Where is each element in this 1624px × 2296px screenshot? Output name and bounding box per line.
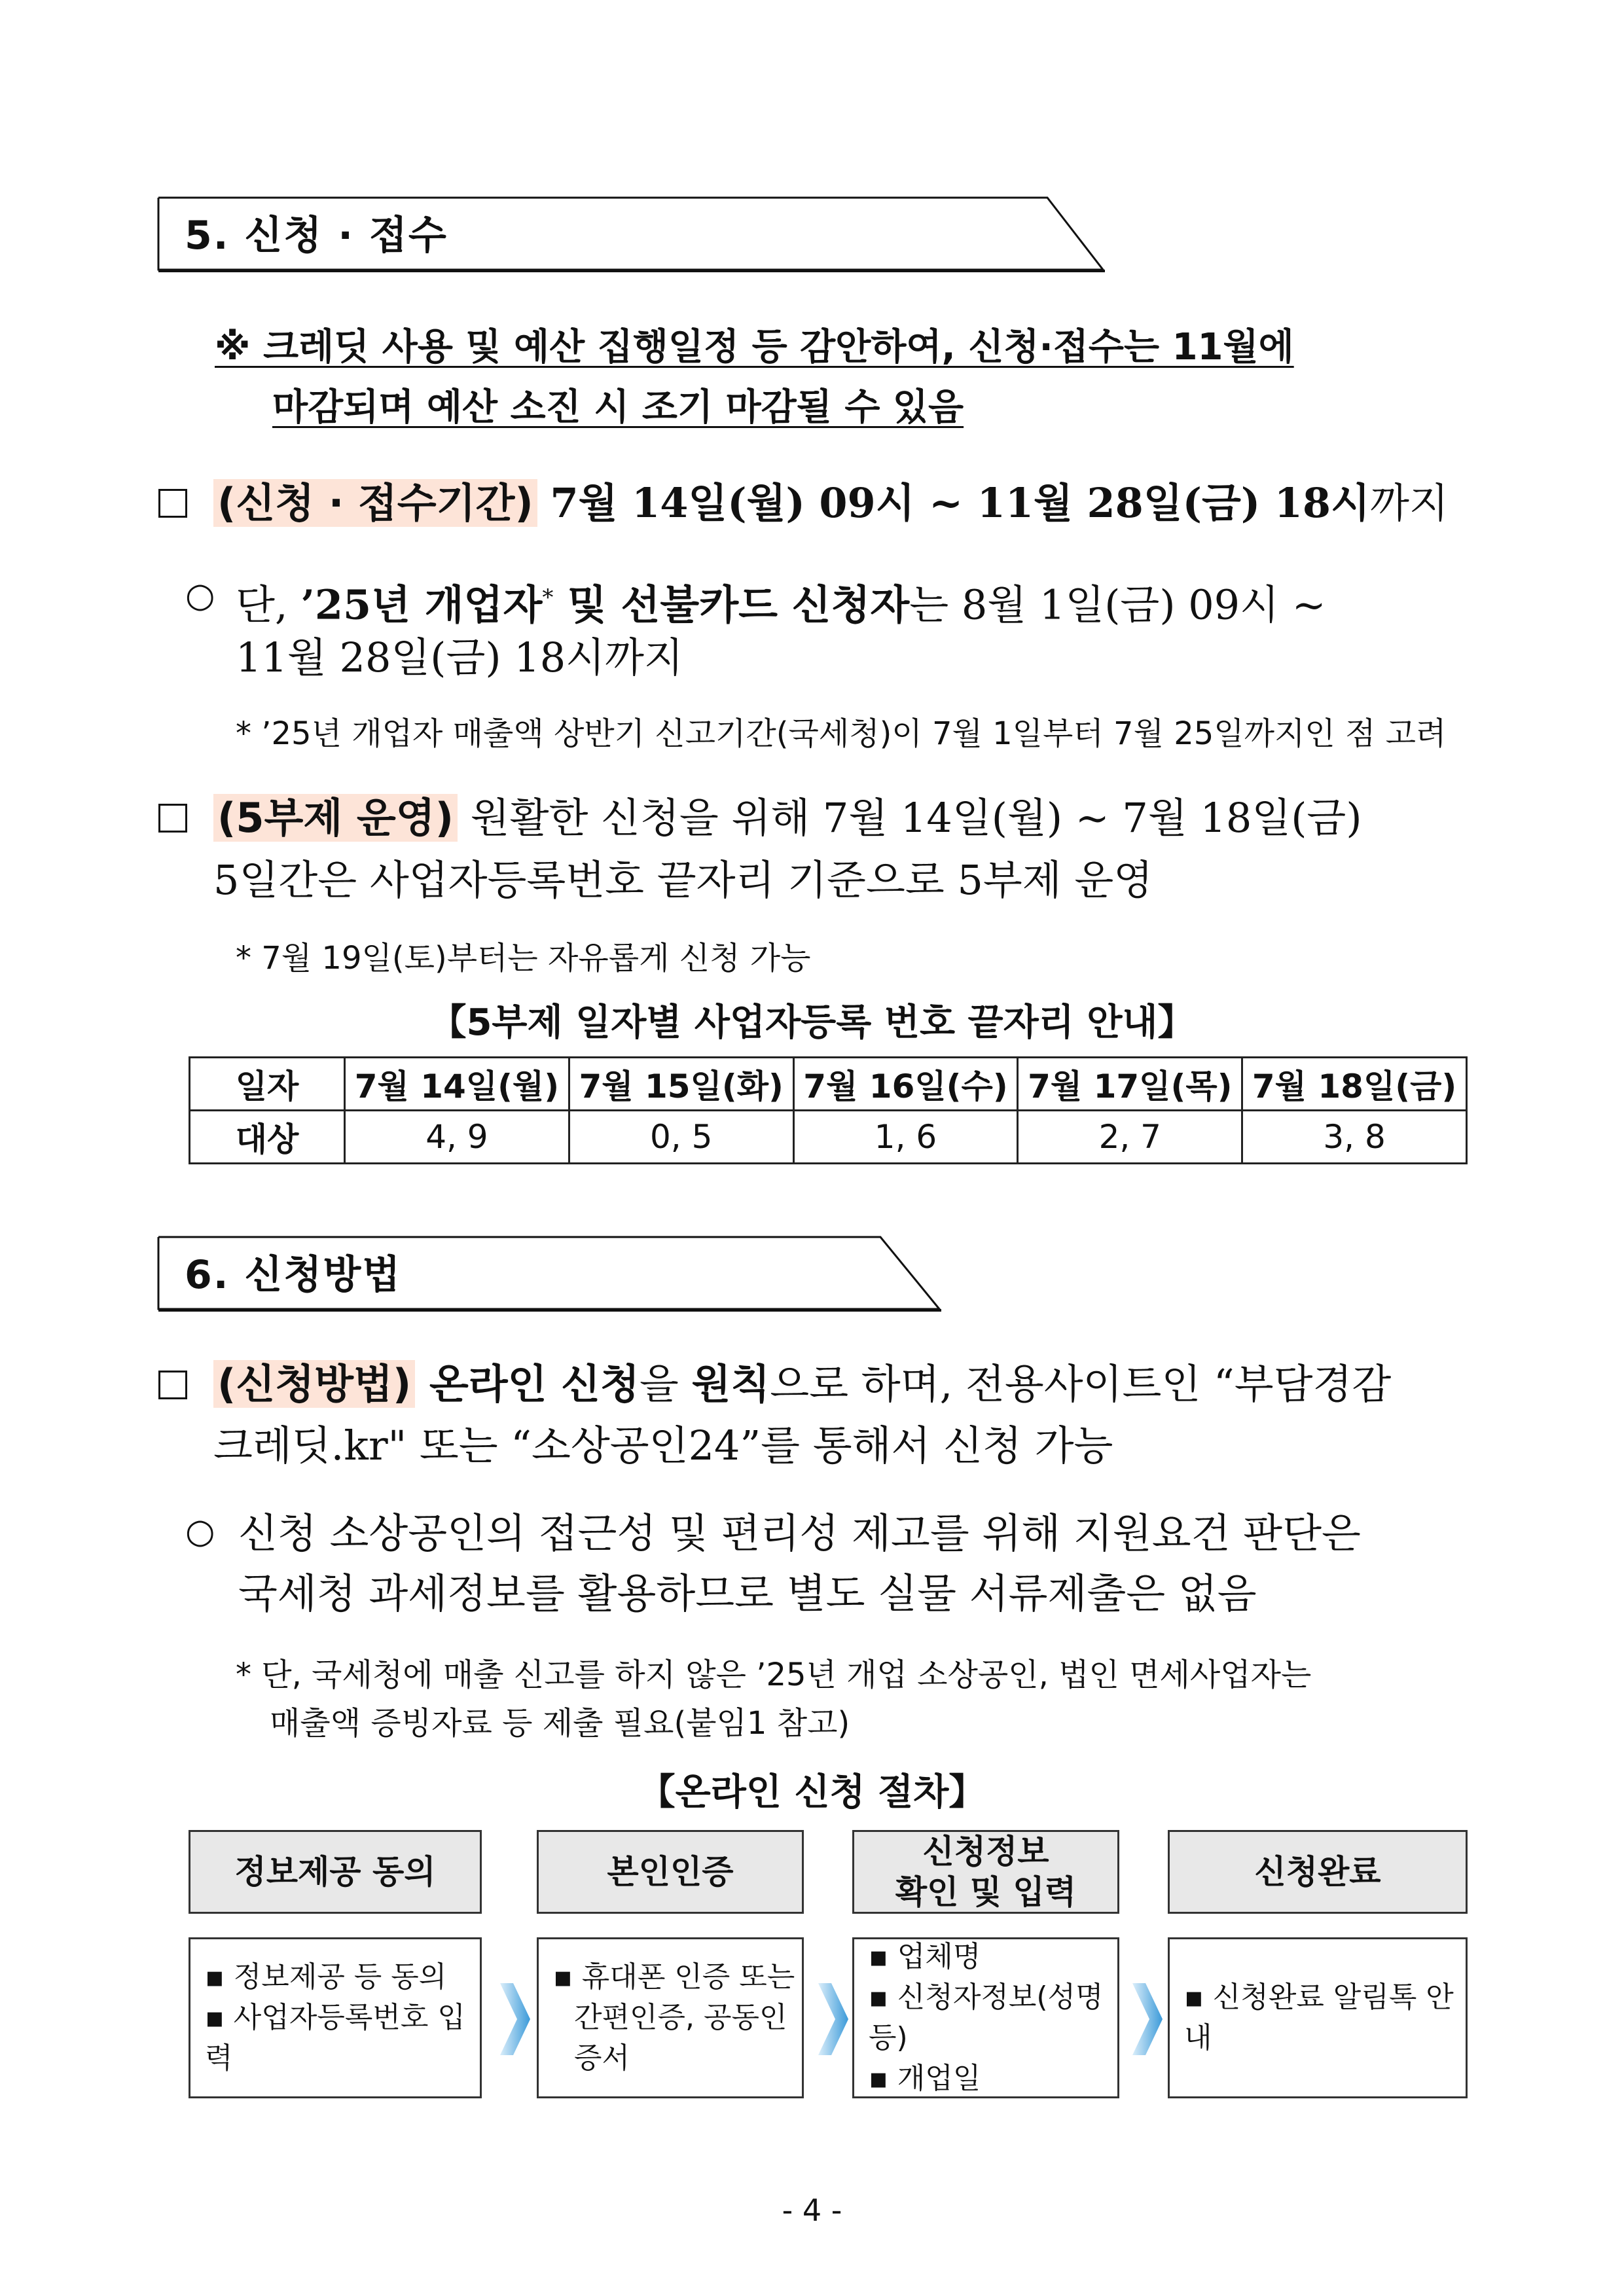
method-t1: 을 xyxy=(639,1360,692,1408)
rotation-line2: 5일간은 사업자등록번호 끝자리 기준으로 5부제 운영 xyxy=(213,856,1153,904)
list-item: ▪ 개업일 xyxy=(869,2062,981,2095)
notice-line1: ※ 크레딧 사용 및 예산 집행일정 등 감안하여, 신청·접수는 11월에 xyxy=(215,326,1294,368)
method-line1 xyxy=(213,1354,1391,1415)
sub-line1: 신청 소상공인의 접근성 및 편리성 제고를 위해 지원요건 판단은 xyxy=(238,1509,1361,1557)
sub1-bold2: 및 선불카드 신청자 xyxy=(553,581,910,629)
checkbox-square-icon xyxy=(158,1371,187,1399)
table-cell-target: 0, 5 xyxy=(569,1111,793,1164)
table-cell-date: 7월 18일(금) xyxy=(1242,1058,1467,1111)
page-number: - 4 - xyxy=(782,2193,842,2228)
method-bold2: 원칙 xyxy=(691,1360,770,1408)
bullet-circle-icon: ○ xyxy=(185,576,215,615)
list-item: ▪ 휴대폰 인증 또는 xyxy=(553,1960,795,1994)
method-t2: 으로 하며, 전용사이트인 “부담경감 xyxy=(770,1360,1392,1408)
table-cell-target: 1, 6 xyxy=(793,1111,1018,1164)
row-header-target: 대상 xyxy=(190,1111,345,1164)
checkbox-square-icon xyxy=(158,804,187,833)
step-complete-header: 신청완료 xyxy=(1168,1830,1468,1914)
table-cell-target: 2, 7 xyxy=(1018,1111,1242,1164)
sub1-sup: * xyxy=(542,584,554,611)
rotation-line1 xyxy=(213,787,1362,849)
step-complete-detail xyxy=(1168,1937,1468,2098)
method-label: (신청방법) xyxy=(213,1360,415,1408)
table-cell-target: 4, 9 xyxy=(345,1111,569,1164)
arrow-right-icon xyxy=(500,1983,532,2055)
table-row xyxy=(190,1111,1467,1164)
table-cell-date: 7월 14일(월) xyxy=(345,1058,569,1111)
step-auth-detail xyxy=(537,1937,804,2098)
period-text: 7월 14일(월) 09시 ~ 11월 28일(금) 18시 xyxy=(550,479,1370,527)
notice-line2: 마감되며 예산 소진 시 조기 마감될 수 있음 xyxy=(272,386,964,429)
method-bold1: 온라인 신청 xyxy=(415,1360,640,1408)
bullet-circle-icon: ○ xyxy=(185,1512,215,1551)
step-consent-header: 정보제공 동의 xyxy=(189,1830,482,1914)
list-item: 간편인증, 공동인증서 xyxy=(574,2001,787,2075)
checkbox-square-icon xyxy=(158,489,187,518)
arrow-right-icon xyxy=(1132,1983,1164,2055)
sub-line2: 국세청 과세정보를 활용하므로 별도 실물 서류제출은 없음 xyxy=(238,1570,1257,1617)
list-item: ▪ 업체명 xyxy=(869,1940,981,1973)
sub1-prefix: 단, xyxy=(236,581,301,629)
table-cell-date: 7월 16일(수) xyxy=(793,1058,1018,1111)
period-line xyxy=(213,473,1449,534)
table-row xyxy=(190,1058,1467,1111)
step-consent-detail xyxy=(189,1937,482,2098)
sub1-line2: 11월 28일(금) 18시까지 xyxy=(236,634,683,681)
method-line2: 크레딧.kr" 또는 “소상공인24”를 통해서 신청 가능 xyxy=(213,1422,1113,1469)
list-item: ▪ 신청자정보(성명 등) xyxy=(869,1981,1104,2054)
step-auth-header: 본인인증 xyxy=(537,1830,804,1914)
table-cell-date: 7월 15일(화) xyxy=(569,1058,793,1111)
sub1-tail: 는 8월 1일(금) 09시 ~ xyxy=(909,581,1326,629)
sub1-bold1: ’25년 개업자 xyxy=(300,581,543,629)
section6-title: 6. 신청방법 xyxy=(185,1252,402,1298)
footnote3-line2: 매출액 증빙자료 등 제출 필요(붙임1 참고) xyxy=(270,1705,850,1742)
step-info-title-line1: 신청정보 xyxy=(922,1833,1049,1871)
footnote1: * ’25년 개업자 매출액 상반기 신고기간(국세청)이 7월 1일부터 7월 25일까지인 점 고려 xyxy=(236,715,1447,752)
list-item: ▪ 신청완료 알림톡 안내 xyxy=(1184,1981,1454,2054)
section5-header xyxy=(157,196,1106,275)
list-item: ▪ 사업자등록번호 입력 xyxy=(205,2001,465,2075)
flow-caption: 【온라인 신청 절차】 xyxy=(638,1771,986,1814)
rotation-text: 원활한 신청을 위해 7월 14일(월) ~ 7월 18일(금) xyxy=(457,794,1362,842)
period-tail: 까지 xyxy=(1369,479,1449,527)
table-caption: 【5부제 일자별 사업자등록 번호 끝자리 안내】 xyxy=(429,1001,1195,1044)
footnote2: * 7월 19일(토)부터는 자유롭게 신청 가능 xyxy=(236,940,811,977)
step-info-header xyxy=(852,1830,1119,1914)
list-item: ▪ 정보제공 등 동의 xyxy=(205,1960,447,1994)
sub1-line1 xyxy=(236,567,1326,636)
row-header-date: 일자 xyxy=(190,1058,345,1111)
notice-block xyxy=(215,317,1294,438)
table-cell-target: 3, 8 xyxy=(1242,1111,1467,1164)
rotation-table xyxy=(189,1056,1468,1164)
arrow-right-icon xyxy=(818,1983,850,2055)
footnote3-line1: * 단, 국세청에 매출 신고를 하지 않은 ’25년 개업 소상공인, 법인 면세사업자는 xyxy=(236,1657,1312,1693)
period-label: (신청 · 접수기간) xyxy=(213,479,537,527)
section5-title: 5. 신청 · 접수 xyxy=(185,213,448,259)
step-info-detail xyxy=(852,1937,1119,2098)
step-info-title-line2: 확인 및 입력 xyxy=(895,1873,1077,1911)
table-cell-date: 7월 17일(목) xyxy=(1018,1058,1242,1111)
rotation-label: (5부제 운영) xyxy=(213,794,458,842)
section6-header xyxy=(157,1236,943,1314)
